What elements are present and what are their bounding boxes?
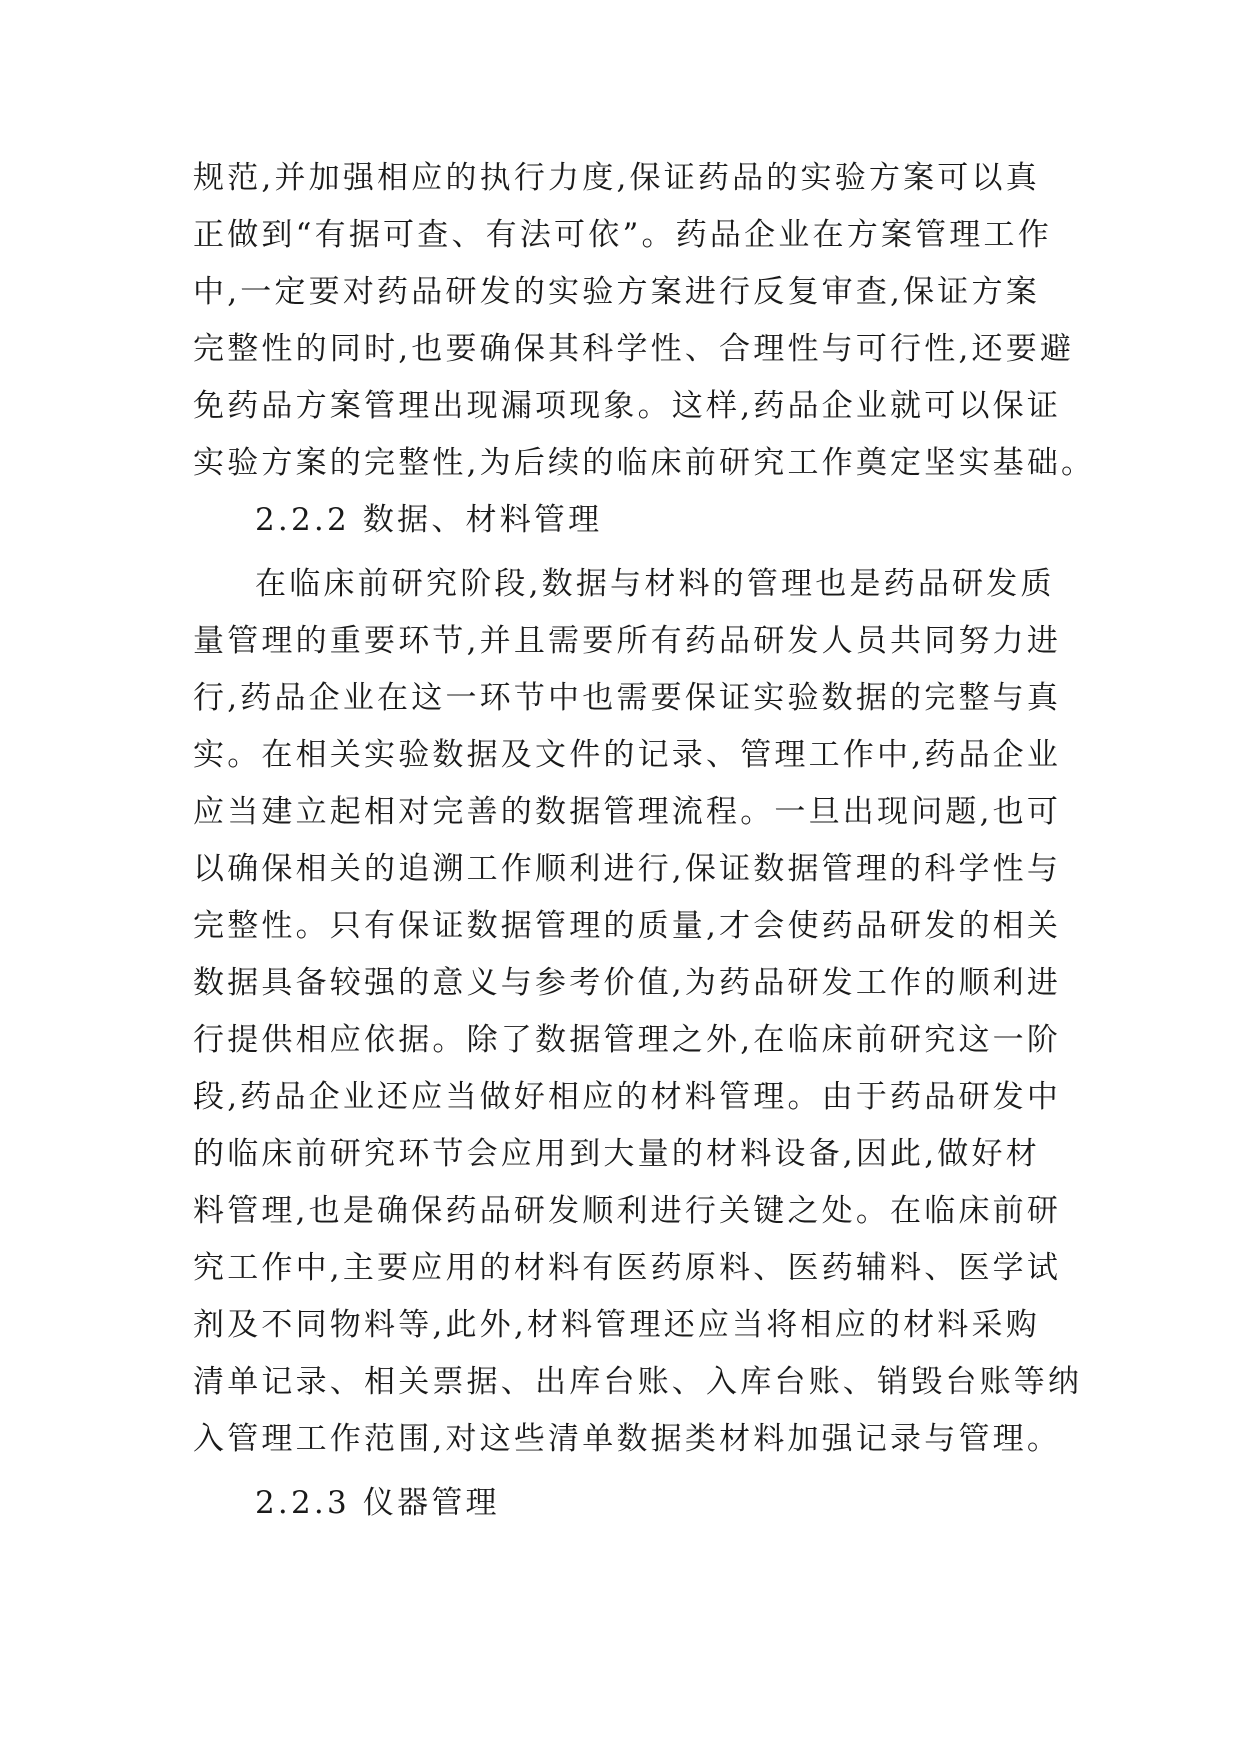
section-heading: 2.2.2 数据、材料管理 (255, 502, 603, 538)
paragraph-line: 量管理的重要环节,并且需要所有药品研发人员共同努力进 (193, 623, 1062, 659)
paragraph-line: 规范,并加强相应的执行力度,保证药品的实验方案可以真 (193, 160, 1040, 196)
paragraph-line: 料管理,也是确保药品研发顺利进行关键之处。在临床前研 (193, 1193, 1062, 1229)
paragraph-line: 段,药品企业还应当做好相应的材料管理。由于药品研发中 (193, 1079, 1062, 1115)
paragraph-line: 正做到“有据可查、有法可依”。药品企业在方案管理工作 (193, 217, 1052, 253)
paragraph-line: 数据具备较强的意义与参考价值,为药品研发工作的顺利进 (193, 965, 1062, 1001)
paragraph-line: 免药品方案管理出现漏项现象。这样,药品企业就可以保证 (193, 388, 1062, 424)
paragraph-line: 完整性的同时,也要确保其科学性、合理性与可行性,还要避 (193, 331, 1075, 367)
paragraph-line: 以确保相关的追溯工作顺利进行,保证数据管理的科学性与 (193, 851, 1062, 887)
paragraph-line: 应当建立起相对完善的数据管理流程。一旦出现问题,也可 (193, 794, 1062, 830)
paragraph-line: 行提供相应依据。除了数据管理之外,在临床前研究这一阶 (193, 1022, 1062, 1058)
paragraph-line: 剂及不同物料等,此外,材料管理还应当将相应的材料采购 (193, 1307, 1040, 1343)
paragraph-line: 的临床前研究环节会应用到大量的材料设备,因此,做好材 (193, 1136, 1040, 1172)
paragraph-line: 行,药品企业在这一环节中也需要保证实验数据的完整与真 (193, 680, 1062, 716)
paragraph-line: 究工作中,主要应用的材料有医药原料、医药辅料、医学试 (193, 1250, 1062, 1286)
paragraph-line: 入管理工作范围,对这些清单数据类材料加强记录与管理。 (193, 1421, 1062, 1457)
paragraph-line: 实。在相关实验数据及文件的记录、管理工作中,药品企业 (193, 737, 1062, 773)
paragraph-line: 清单记录、相关票据、出库台账、入库台账、销毁台账等纳 (193, 1364, 1083, 1400)
paragraph-line: 实验方案的完整性,为后续的临床前研究工作奠定坚实基础。 (193, 445, 1096, 481)
paragraph-line: 中,一定要对药品研发的实验方案进行反复审查,保证方案 (193, 274, 1040, 310)
section-heading: 2.2.3 仪器管理 (255, 1485, 500, 1521)
paragraph-line: 完整性。只有保证数据管理的质量,才会使药品研发的相关 (193, 908, 1062, 944)
paragraph-line: 在临床前研究阶段,数据与材料的管理也是药品研发质 (255, 566, 1055, 602)
body-text (193, 0, 1096, 1754)
